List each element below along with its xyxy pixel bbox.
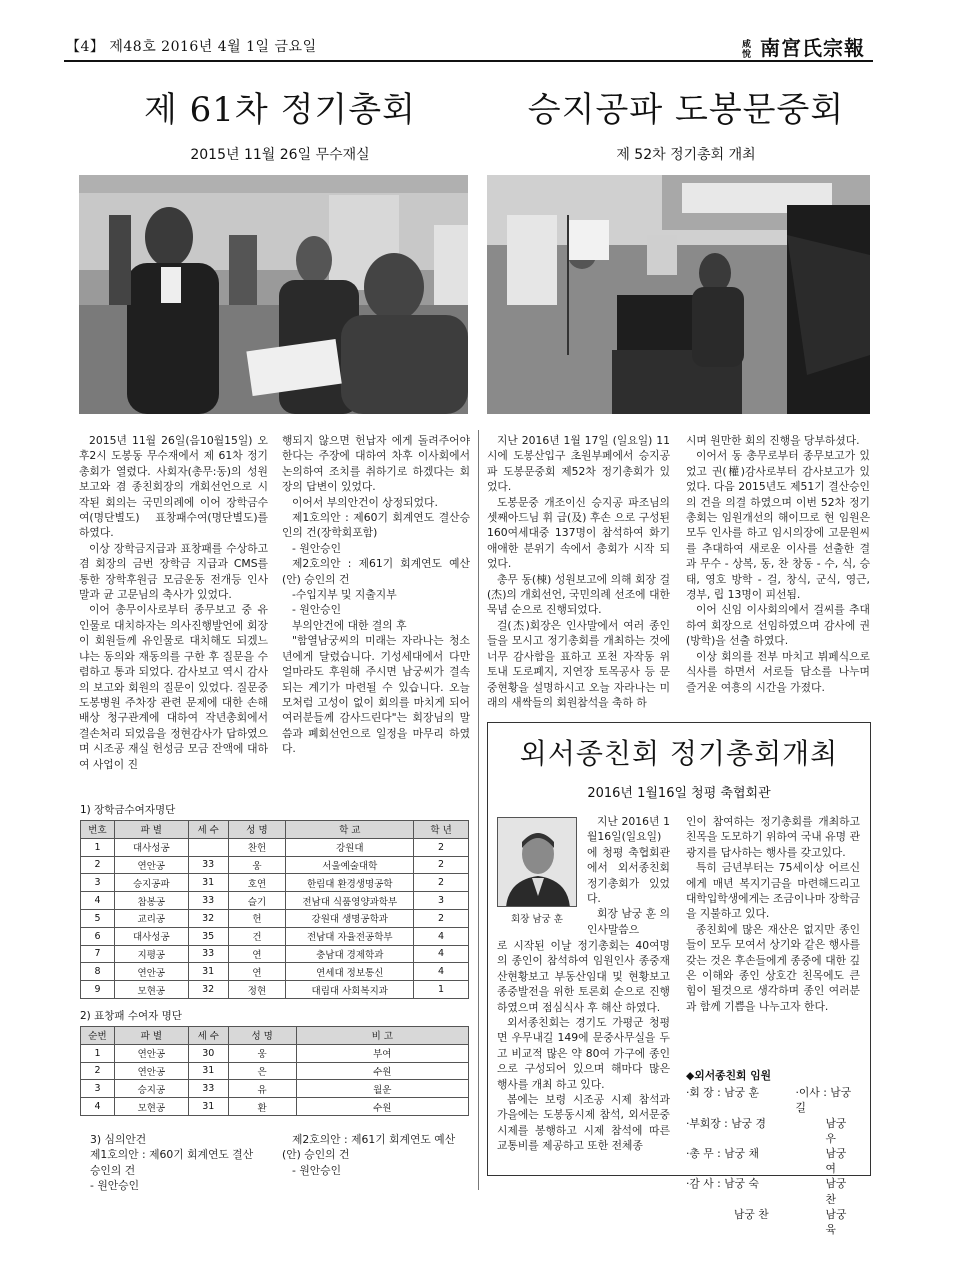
table-cell: 31 <box>188 874 228 892</box>
table-cell: 연세대 정보통신 <box>286 963 414 981</box>
table-cell: 3 <box>414 892 469 910</box>
table-cell: 33 <box>188 892 228 910</box>
table-cell: 33 <box>188 1080 228 1098</box>
table-cell: 전남대 식품영양과학부 <box>286 892 414 910</box>
table-header-cell: 학 년 <box>414 821 469 839</box>
article2-para: 이상 회의를 전부 마치고 뷔페식으로 식사를 하면서 서로들 담소를 나누며 즐거운 여흥의 시간을 가졌다. <box>686 649 870 694</box>
table2-caption: 2) 표창패 수여자 명단 <box>80 1010 182 1022</box>
table-cell: 31 <box>188 1062 228 1080</box>
table-cell: 32 <box>188 909 228 927</box>
article1-para: "함열남궁씨의 미래는 자라나는 청소년에게 달렸습니다. 기성세대에서 다만 얼마라도 후원해 주시면 남궁씨가 결속되는 계기가 마련될 수 있습니다. 오늘 모처럼 고성이 없이 회의를 마치게 되어 여러분들께 감사드린다"는 회장님의 말씀과 폐회선언으로 일정을 마무리 하였다. <box>282 634 470 756</box>
table-cell: 슬기 <box>228 892 286 910</box>
table-row <box>81 981 469 999</box>
officer-row <box>686 1085 860 1115</box>
article2-para: 지난 2016년 1월 17일 (일요일) 11시에 도봉산입구 초원부페에서 승지공파 도봉문중회 제52차 정기총회가 있었다. <box>487 434 670 494</box>
article2-column1 <box>487 433 670 710</box>
table-cell: 강원대 생명공학과 <box>286 909 414 927</box>
table-header-cell: 성 명 <box>228 821 286 839</box>
header-rule <box>64 60 873 62</box>
article1-para: 제2호의안 : 제61기 회계연도 예산(안) 승인의 건 <box>282 557 470 586</box>
table-header-cell: 세 수 <box>188 1027 228 1045</box>
agenda-line: 제1호의안 : 제60기 회계연도 결산 <box>90 1148 254 1162</box>
officer-row <box>686 1116 860 1146</box>
article3-subtitle: 2016년 1월16일 청평 축협회관 <box>587 786 771 801</box>
officer-left: ·감 사 : 남궁 숙 <box>686 1177 759 1191</box>
table-cell: 연안공 <box>114 1044 188 1062</box>
table-cell: 7 <box>81 945 115 963</box>
article3-title: 외서종친회 정기총회개최 <box>519 737 839 770</box>
agenda-line: 3) 심의안건 <box>90 1133 147 1146</box>
table-cell: 환 <box>228 1098 296 1116</box>
article1-para: 부의안건에 대한 결의 후 <box>292 618 407 632</box>
article2-para: 총무 동(棟) 성원보고에 의해 회장 걸(杰)의 개회선언, 국민의례 선조에 대한묵념 순으로 진행되었다. <box>487 572 670 617</box>
officer-left: ·회 장 : 남궁 훈 <box>686 1086 759 1100</box>
article3-para: 외서종친회는 경기도 가평군 청평면 우무내길 149에 문중사무실을 두고 비교적 많은 약 80여 가구에 종인으로 구성되어 있으며 해마다 많은 행사를 개최 하고 있다. <box>497 1016 670 1091</box>
article3-para: 종친회에 많은 재산은 없지만 종인들이 모두 모여서 상기와 같은 행사를 갖는 것은 후손들에게 종중에 대한 깊은 이해와 종인 상호간 친목에도 큰 힘이 될것으로 생각하며 종인 여러분과 함께 기쁨을 나누고자 한다. <box>686 922 860 1013</box>
table-cell: 4 <box>414 945 469 963</box>
article1-para: 이어서 부의안건이 상정되었다. <box>292 495 438 509</box>
article3-column1-top <box>587 814 670 937</box>
masthead-title: 南宮氏宗報 <box>760 36 865 60</box>
portrait-caption: 회장 남궁 훈 <box>511 914 563 925</box>
article3-para: 봄에는 보령 시조공 시제 참석과 가을에는 도봉동시제 참석, 외서문중시제를 봉행하고 시제 참석에 따른 교통비를 제공하고 또한 전체종 <box>497 1093 670 1153</box>
table-row <box>81 856 469 874</box>
table-cell: 참봉공 <box>114 892 188 910</box>
table-cell: 33 <box>188 945 228 963</box>
article1-subtitle: 2015년 11월 26일 무수재실 <box>190 147 370 163</box>
table-cell: 모현공 <box>114 981 188 999</box>
article1-title: 제 61차 정기총회 <box>144 90 416 130</box>
article2-para: 걸(杰)회장은 인사말에서 여러 종인들을 모시고 정기총회를 개최하는 것에 너무 감사함을 표하고 포천 자작동 위토내 도로폐지, 지연장 토목공사 등 문중현황을 설명하시고 오늘 자라나는 미래의 새싹들의 회원참석을 축하 하 <box>487 618 670 709</box>
table-cell: 웅 <box>228 1044 296 1062</box>
officers-list <box>686 1068 860 1237</box>
article2-para: 시며 원만한 회의 진행을 당부하셨다. <box>686 434 860 447</box>
table-cell: 4 <box>81 892 115 910</box>
article2-photo <box>487 175 870 414</box>
agenda-line: - 원안승인 <box>90 1179 140 1193</box>
table-cell: 모현공 <box>114 1098 188 1116</box>
table-cell: 연 <box>228 945 286 963</box>
table-row <box>81 909 469 927</box>
table1-caption: 1) 장학금수여자명단 <box>80 804 176 816</box>
table-cell: 건 <box>228 927 286 945</box>
officer-right: 남궁 육 <box>825 1207 847 1237</box>
table-cell: 9 <box>81 981 115 999</box>
table-cell: 웅 <box>228 856 286 874</box>
table-cell: 2 <box>414 874 469 892</box>
table-cell: 대림대 사회복지과 <box>286 981 414 999</box>
table-cell <box>188 838 228 856</box>
table-cell: 한림대 환경생명공학 <box>286 874 414 892</box>
officer-right: 남궁 찬 <box>825 1177 847 1206</box>
table-header-cell: 성 명 <box>228 1027 296 1045</box>
table-row <box>81 927 469 945</box>
article1-photo <box>79 175 468 414</box>
officer-left: 남궁 찬 <box>734 1207 769 1221</box>
table-cell: 강원대 <box>286 838 414 856</box>
table-row <box>81 1098 469 1116</box>
officer-left: ·부회장 : 남궁 경 <box>686 1116 766 1130</box>
agenda-line: - 원안승인 <box>292 1163 342 1177</box>
table-row <box>81 963 469 981</box>
article1-column2 <box>282 433 470 757</box>
article1-para: 행되지 않으면 헌납자 에게 돌려주어야 한다는 주장에 대하여 차후 이사회에서 논의하여 조치를 취하기로 하겠다는 회장의 답변이 있었다. <box>282 434 470 494</box>
table-cell: 8 <box>81 963 115 981</box>
table-cell: 교리공 <box>114 909 188 927</box>
table-row <box>81 838 469 856</box>
scholarship-table <box>80 820 469 999</box>
table-cell: 지평공 <box>114 945 188 963</box>
table-cell: 정현 <box>228 981 286 999</box>
officers-title: ◆외서종친회 임원 <box>686 1069 772 1082</box>
table-header-cell: 번호 <box>81 821 115 839</box>
table-cell: 부여 <box>296 1044 468 1062</box>
table-cell: 연안공 <box>114 1062 188 1080</box>
table-cell: 2 <box>414 838 469 856</box>
table-cell: 5 <box>81 909 115 927</box>
table-cell: 2 <box>81 856 115 874</box>
table-row <box>81 892 469 910</box>
table-cell: 찬헌 <box>228 838 286 856</box>
table-cell: 승지공파 <box>114 874 188 892</box>
table-cell: 연안공 <box>114 856 188 874</box>
article3-para: 지난 2016년 1월16일(일요일)에 청평 축협회관에서 외서종친회 정기총회가 있었다. <box>587 815 670 906</box>
table-cell: 3 <box>81 1080 115 1098</box>
article1-para: - 원안승인 <box>292 541 342 555</box>
agenda-line: 제2호의안 : 제61기 회계연도 예산 <box>292 1133 456 1146</box>
newspaper-masthead <box>742 32 865 61</box>
table-cell: 대사성공 <box>114 838 188 856</box>
portrait-photo <box>497 817 577 907</box>
table-cell: 호연 <box>228 874 286 892</box>
officer-left: ·총 무 : 남궁 채 <box>686 1147 759 1161</box>
article2-para: 이어서 동 총무로부터 종무보고가 있었고 권(權)감사로부터 감사보고가 있었다. 다음 2015년도 제51기 결산승인의 건을 의결 하였으며 이번 52차 정기총회는 임원개선의 해이므로 현 임원은 모두 인사를 하고 임시의장에 고문원씨를 추대하여 새로운 이사를 선출한 결과 무수 - 상복, 동, 찬 창동 - 수, 식, 승태, 영호 방학 - 걸, 창식, 군식, 영근, 경부, 립 13명이 피선됨. <box>686 449 870 602</box>
article2-title: 승지공파 도봉문중회 <box>527 90 845 130</box>
table-cell: 31 <box>188 963 228 981</box>
table-row <box>81 1044 469 1062</box>
officer-row <box>686 1146 860 1176</box>
agenda-line: 승인의 건 <box>90 1163 136 1177</box>
article1-para: 2015년 11월 26일(음10월15일) 오후2시 도봉동 무수재에서 제 61차 정기총회가 열렸다. 사회자(총무:동)의 성원보고와 겸 종친회장의 개회선언으로 시작된 회의는 국민의례에 이어 장학금수여(명단별도) 표창패수여(명단별도)를 하였다. <box>79 434 268 540</box>
article2-column2 <box>686 433 870 695</box>
table-cell: 33 <box>188 856 228 874</box>
table-row <box>81 945 469 963</box>
table-header-cell: 순번 <box>81 1027 115 1045</box>
table-cell: 연안공 <box>114 963 188 981</box>
article1-column1 <box>79 433 268 772</box>
table-header-cell: 학 교 <box>286 821 414 839</box>
table-cell: 2 <box>414 856 469 874</box>
officer-right: 남궁 여 <box>825 1147 847 1176</box>
table-row <box>81 874 469 892</box>
table-cell: 6 <box>81 927 115 945</box>
column-divider <box>478 430 479 1190</box>
table-cell: 은 <box>228 1062 296 1080</box>
table-cell: 3 <box>81 874 115 892</box>
article1-para: - 원안승인 <box>292 603 342 617</box>
article3-column1 <box>497 938 670 1154</box>
table-row <box>81 1080 469 1098</box>
table-cell: 승지공 <box>114 1080 188 1098</box>
table-cell: 연 <box>228 963 286 981</box>
agenda-right <box>282 1132 472 1178</box>
table-cell: 대사성공 <box>114 927 188 945</box>
article1-para: 이어 총무이사로부터 종무보고 중 유인물로 대치하자는 의사진행발언에 회장이 회원들께 유인물로 대치해도 되겠느냐는 동의와 재동의를 구한 후 질문을 수렴하고 통과 되었다. 감사보고 역시 감사의 보고와 회원의 질문이 있었다. 질문중 도봉병원 주차장 관련 문제에 대한 손해배상 청구관계에 대하여 작년총회에서 결손처리 되었음을 정현감사가 답하였으며 시조공 재실 헌성금 모금 잔액에 대하여 사업이 진 <box>79 603 268 771</box>
officer-right: 남궁 우 <box>825 1116 847 1145</box>
table-cell: 35 <box>188 927 228 945</box>
article3-para: 로 시작된 이날 정기총회는 40여명의 종인이 참석하여 임원인사 종중재산현황보고 부동산임대 및 현황보고 종중발전을 위한 토론회 순으로 진행하였으며 점심식사 후 해산 하였다. <box>497 939 670 1014</box>
table-row <box>81 1062 469 1080</box>
table-cell: 1 <box>414 981 469 999</box>
article1-para: 이상 장학금지급과 표창패를 수상하고 겸 회장의 금번 장학금 지급과 CMS를 통한 장학후원금 모금운동 전개등 인사말과 균 고문님의 축사가 있었다. <box>79 541 268 602</box>
table-header-cell: 비 고 <box>296 1027 468 1045</box>
table-cell: 4 <box>414 963 469 981</box>
table-cell: 서울예술대학 <box>286 856 414 874</box>
table-cell: 헌 <box>228 909 286 927</box>
table-header-cell: 세 수 <box>188 821 228 839</box>
table-header-cell: 파 별 <box>114 821 188 839</box>
masthead-small: 咸悅 <box>742 39 753 60</box>
table-cell: 31 <box>188 1098 228 1116</box>
article3-column2 <box>686 814 860 1014</box>
table-cell: 수원 <box>296 1098 468 1116</box>
table-cell: 4 <box>81 1098 115 1116</box>
article3-para: 회장 남궁 훈 의 인사말씀으 <box>587 907 670 936</box>
article3-para: 특히 금년부터는 75세이상 어르신에게 매년 복지기금을 마련해드리고 대학입학생에게는 조금이나마 장학금을 지불하고 있다. <box>686 861 860 921</box>
table-cell: 4 <box>414 927 469 945</box>
agenda-left <box>90 1132 280 1194</box>
table-cell: 32 <box>188 981 228 999</box>
article2-subtitle: 제 52차 정기총회 개최 <box>616 147 756 163</box>
officer-right: ·이사 : 남궁 길 <box>795 1086 852 1115</box>
article1-para: 제1호의안 : 제60기 회계연도 결산승인의 건(장학회포함) <box>282 511 470 540</box>
table-cell: 1 <box>81 838 115 856</box>
table-cell: 30 <box>188 1044 228 1062</box>
table-cell: 전남대 자율전공학부 <box>286 927 414 945</box>
agenda-line: (안) 승인의 건 <box>282 1148 350 1162</box>
award-table <box>80 1026 469 1116</box>
article2-para: 도봉문중 개조이신 승지공 파조님의 셋째아드님 휘 급(及) 후손 으로 구성된 160여세대중 137명이 참석하여 화기애애한 분위기 속에서 총회가 시작 되었다. <box>487 495 670 571</box>
table-cell: 월운 <box>296 1080 468 1098</box>
article1-para: -수입지부 및 지출지부 <box>292 588 397 602</box>
article2-para: 이어 신임 이사회의에서 걸씨를 추대하여 회장으로 선임하였으며 감사에 권(방학)을 선출 하였다. <box>686 603 870 648</box>
table-cell: 1 <box>81 1044 115 1062</box>
table-cell: 수원 <box>296 1062 468 1080</box>
article3-para: 인이 참여하는 정기총회를 개최하고 친목을 도모하기 위하여 국내 유명 관광지를 답사하는 행사를 갖고있다. <box>686 815 860 859</box>
page-header-left: 【4】 제48호 2016년 4월 1일 금요일 <box>66 39 317 55</box>
officer-row <box>686 1207 860 1237</box>
officer-row <box>686 1176 860 1206</box>
table-cell: 2 <box>81 1062 115 1080</box>
table-header-cell: 파 별 <box>114 1027 188 1045</box>
table-cell: 충남대 경제학과 <box>286 945 414 963</box>
table-cell: 2 <box>414 909 469 927</box>
table-cell: 유 <box>228 1080 296 1098</box>
